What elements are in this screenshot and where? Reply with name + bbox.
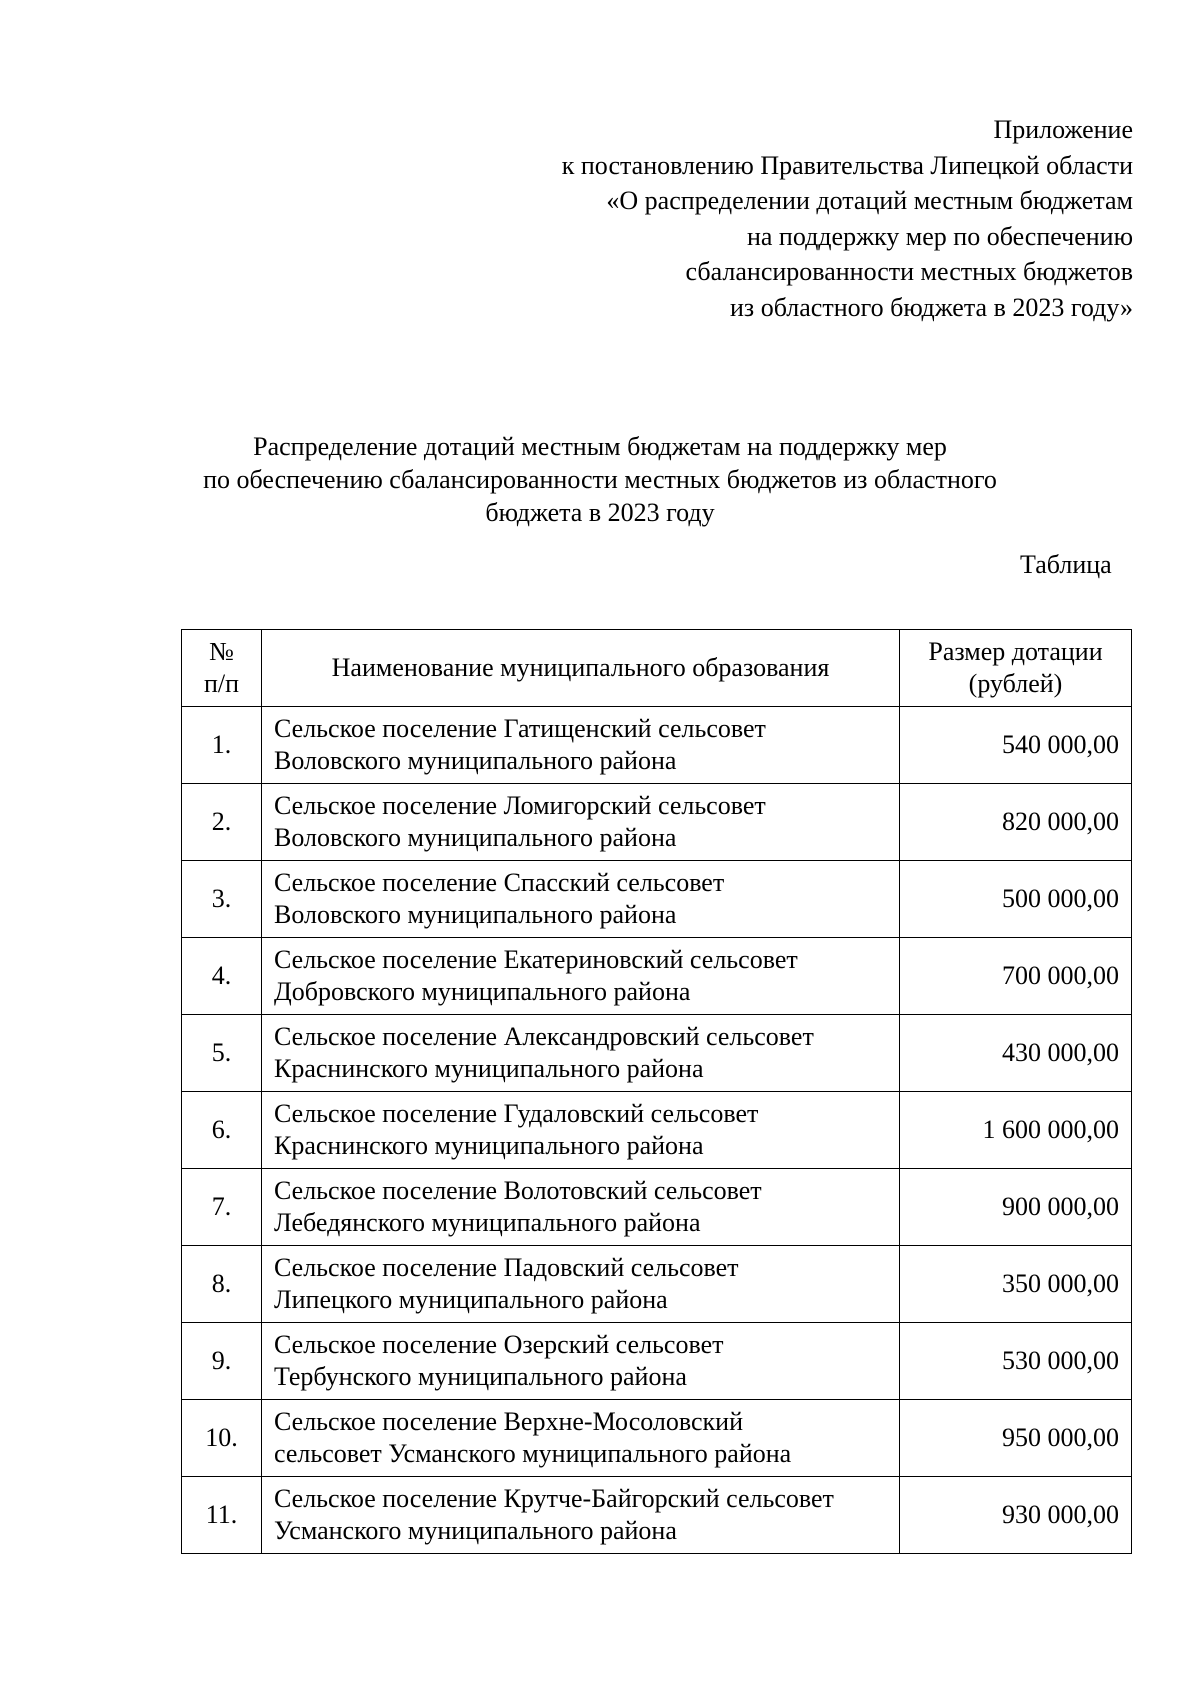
- appendix-line: «О распределении дотаций местным бюджетам: [606, 186, 1133, 215]
- appendix-line: к постановлению Правительства Липецкой области: [561, 150, 1133, 180]
- row-municipality: Сельское поселение Падовский сельсовет Липецкого муниципального района: [262, 1246, 900, 1323]
- row-amount: 1 600 000,00: [900, 1092, 1132, 1169]
- row-amount: 950 000,00: [900, 1400, 1132, 1477]
- appendix-line: на поддержку мер по обеспечению: [746, 221, 1133, 251]
- row-number: 6.: [182, 1092, 262, 1169]
- row-number: 9.: [182, 1323, 262, 1400]
- header-number: № п/п: [182, 630, 262, 707]
- table-row: [182, 1400, 1132, 1477]
- table-row: [182, 861, 1132, 938]
- title-line: по обеспечению сбалансированности местных бюджетов из областного: [203, 465, 997, 494]
- grants-table: [181, 629, 1132, 1554]
- row-number: 7.: [182, 1169, 262, 1246]
- row-municipality: Сельское поселение Спасский сельсовет Воловского муниципального района: [262, 861, 900, 938]
- document-title: [100, 430, 1100, 529]
- row-number: 8.: [182, 1246, 262, 1323]
- row-municipality: Сельское поселение Александровский сельсовет Краснинского муниципального района: [262, 1015, 900, 1092]
- row-number: 11.: [182, 1477, 262, 1554]
- appendix-line: Приложение: [993, 115, 1133, 144]
- row-municipality: Сельское поселение Волотовский сельсовет Лебедянского муниципального района: [262, 1169, 900, 1246]
- table-row: [182, 1015, 1132, 1092]
- table-header-row: [182, 630, 1132, 707]
- table-row: [182, 1169, 1132, 1246]
- row-amount: 540 000,00: [900, 707, 1132, 784]
- table-caption: Таблица: [1020, 550, 1112, 579]
- row-number: 2.: [182, 784, 262, 861]
- row-number: 3.: [182, 861, 262, 938]
- appendix-line: из областного бюджета в 2023 году»: [730, 292, 1133, 322]
- header-name: Наименование муниципального образования: [262, 630, 900, 707]
- table-row: [182, 707, 1132, 784]
- table-row: [182, 1477, 1132, 1554]
- row-municipality: Сельское поселение Екатериновский сельсовет Добровского муниципального района: [262, 938, 900, 1015]
- table-row: [182, 1092, 1132, 1169]
- row-amount: 500 000,00: [900, 861, 1132, 938]
- row-amount: 530 000,00: [900, 1323, 1132, 1400]
- row-municipality: Сельское поселение Озерский сельсовет Тербунского муниципального района: [262, 1323, 900, 1400]
- appendix-block: [433, 112, 1133, 325]
- row-municipality: Сельское поселение Гудаловский сельсовет Краснинского муниципального района: [262, 1092, 900, 1169]
- row-number: 10.: [182, 1400, 262, 1477]
- table-row: [182, 784, 1132, 861]
- row-amount: 930 000,00: [900, 1477, 1132, 1554]
- row-municipality: Сельское поселение Крутче-Байгорский сельсовет Усманского муниципального района: [262, 1477, 900, 1554]
- table-row: [182, 938, 1132, 1015]
- row-amount: 700 000,00: [900, 938, 1132, 1015]
- header-amount: Размер дотации (рублей): [900, 630, 1132, 707]
- appendix-line: сбалансированности местных бюджетов: [685, 257, 1133, 286]
- row-municipality: Сельское поселение Гатищенский сельсовет Воловского муниципального района: [262, 707, 900, 784]
- title-line: бюджета в 2023 году: [485, 498, 715, 527]
- row-municipality: Сельское поселение Верхне-Мосоловский сельсовет Усманского муниципального района: [262, 1400, 900, 1477]
- table-row: [182, 1323, 1132, 1400]
- row-number: 5.: [182, 1015, 262, 1092]
- row-amount: 900 000,00: [900, 1169, 1132, 1246]
- title-line: Распределение дотаций местным бюджетам на поддержку мер: [253, 432, 947, 461]
- row-number: 1.: [182, 707, 262, 784]
- row-municipality: Сельское поселение Ломигорский сельсовет Воловского муниципального района: [262, 784, 900, 861]
- row-number: 4.: [182, 938, 262, 1015]
- row-amount: 820 000,00: [900, 784, 1132, 861]
- row-amount: 350 000,00: [900, 1246, 1132, 1323]
- table-row: [182, 1246, 1132, 1323]
- row-amount: 430 000,00: [900, 1015, 1132, 1092]
